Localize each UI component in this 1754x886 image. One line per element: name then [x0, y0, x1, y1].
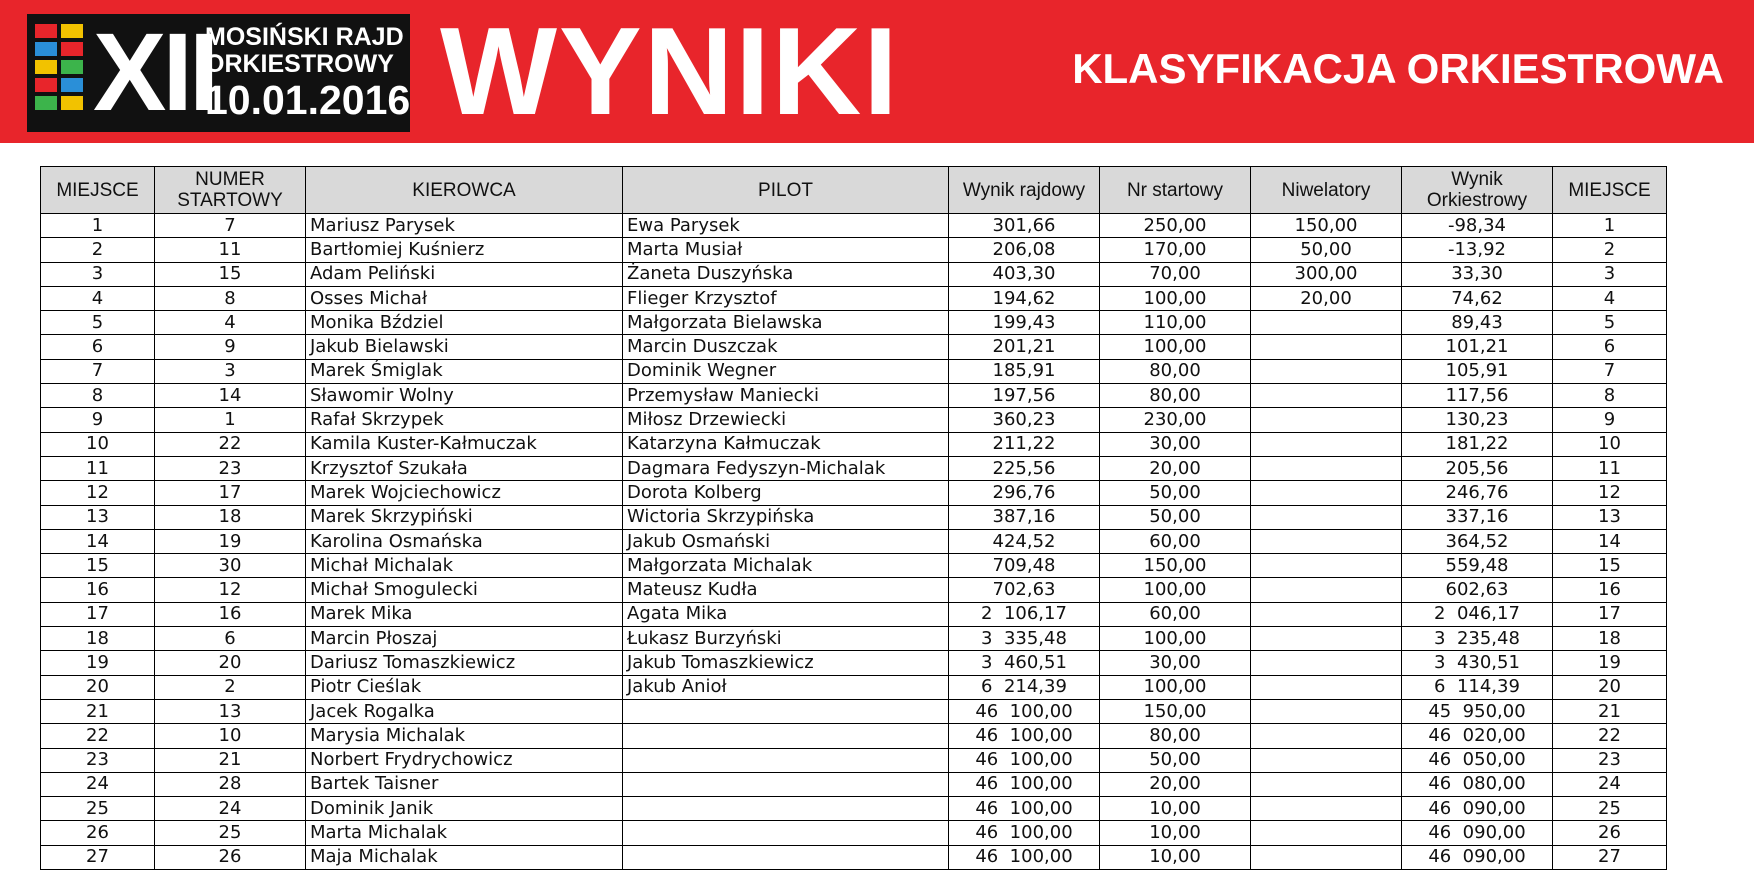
cell-miejsce-2: 16	[1553, 578, 1667, 602]
cell-niwelatory	[1251, 845, 1402, 869]
cell-niwelatory	[1251, 554, 1402, 578]
cell-niwelatory	[1251, 651, 1402, 675]
cell-pilot: Agata Mika	[623, 602, 949, 626]
cell-niwelatory	[1251, 408, 1402, 432]
cell-niwelatory	[1251, 821, 1402, 845]
cell-kierowca: Dariusz Tomaszkiewicz	[306, 651, 623, 675]
cell-pilot: Łukasz Burzyński	[623, 627, 949, 651]
cell-numer-startowy: 8	[155, 286, 306, 310]
col-header-miejsce-2: MIEJSCE	[1553, 167, 1667, 214]
cell-wynik-orkiestrowy: 46 080,00	[1402, 772, 1553, 796]
cell-wynik-rajdowy: 199,43	[949, 311, 1100, 335]
cell-miejsce-2: 9	[1553, 408, 1667, 432]
cell-wynik-orkiestrowy: 602,63	[1402, 578, 1553, 602]
logo-line-1: MOSIŃSKI RAJD	[205, 23, 404, 51]
cell-numer-startowy: 3	[155, 359, 306, 383]
cell-wynik-orkiestrowy: 181,22	[1402, 432, 1553, 456]
cell-niwelatory	[1251, 505, 1402, 529]
table-row	[41, 724, 1667, 748]
logo-line-2: ORKIESTROWY	[205, 50, 394, 78]
table-row	[41, 651, 1667, 675]
cell-wynik-rajdowy: 2 106,17	[949, 602, 1100, 626]
cell-miejsce: 21	[41, 699, 155, 723]
cell-nr-startowy: 100,00	[1100, 627, 1251, 651]
cell-wynik-rajdowy: 702,63	[949, 578, 1100, 602]
cell-nr-startowy: 50,00	[1100, 481, 1251, 505]
cell-numer-startowy: 22	[155, 432, 306, 456]
cell-wynik-rajdowy: 3 335,48	[949, 627, 1100, 651]
table-row	[41, 359, 1667, 383]
cell-miejsce: 6	[41, 335, 155, 359]
cell-numer-startowy: 26	[155, 845, 306, 869]
cell-wynik-rajdowy: 3 460,51	[949, 651, 1100, 675]
cell-wynik-orkiestrowy: 89,43	[1402, 311, 1553, 335]
cell-wynik-orkiestrowy: 130,23	[1402, 408, 1553, 432]
cell-kierowca: Marysia Michalak	[306, 724, 623, 748]
cell-pilot: Marta Musiał	[623, 238, 949, 262]
cell-niwelatory	[1251, 748, 1402, 772]
cell-wynik-orkiestrowy: 45 950,00	[1402, 699, 1553, 723]
cell-wynik-orkiestrowy: 3 430,51	[1402, 651, 1553, 675]
col-header-miejsce: MIEJSCE	[41, 167, 155, 214]
table-row	[41, 602, 1667, 626]
cell-kierowca: Piotr Cieślak	[306, 675, 623, 699]
cell-miejsce-2: 10	[1553, 432, 1667, 456]
cell-miejsce: 10	[41, 432, 155, 456]
cell-niwelatory: 300,00	[1251, 262, 1402, 286]
cell-nr-startowy: 150,00	[1100, 699, 1251, 723]
cell-pilot: Katarzyna Kałmuczak	[623, 432, 949, 456]
cell-miejsce-2: 22	[1553, 724, 1667, 748]
cell-wynik-rajdowy: 194,62	[949, 286, 1100, 310]
cell-numer-startowy: 7	[155, 214, 306, 238]
cell-pilot	[623, 821, 949, 845]
cell-wynik-orkiestrowy: 246,76	[1402, 481, 1553, 505]
cell-wynik-orkiestrowy: 364,52	[1402, 529, 1553, 553]
cell-numer-startowy: 2	[155, 675, 306, 699]
cell-niwelatory	[1251, 432, 1402, 456]
cell-niwelatory	[1251, 797, 1402, 821]
table-row	[41, 286, 1667, 310]
cell-wynik-orkiestrowy: 46 090,00	[1402, 845, 1553, 869]
cell-niwelatory	[1251, 481, 1402, 505]
cell-nr-startowy: 20,00	[1100, 456, 1251, 480]
cell-kierowca: Karolina Osmańska	[306, 529, 623, 553]
cell-pilot: Dorota Kolberg	[623, 481, 949, 505]
cell-kierowca: Michał Michalak	[306, 554, 623, 578]
cell-niwelatory	[1251, 335, 1402, 359]
cell-pilot: Dagmara Fedyszyn-Michalak	[623, 456, 949, 480]
cell-wynik-orkiestrowy: 46 050,00	[1402, 748, 1553, 772]
cell-miejsce: 13	[41, 505, 155, 529]
cell-miejsce-2: 23	[1553, 748, 1667, 772]
cell-numer-startowy: 24	[155, 797, 306, 821]
cell-niwelatory	[1251, 602, 1402, 626]
cell-pilot: Miłosz Drzewiecki	[623, 408, 949, 432]
cell-wynik-rajdowy: 185,91	[949, 359, 1100, 383]
cell-nr-startowy: 10,00	[1100, 797, 1251, 821]
cell-miejsce: 2	[41, 238, 155, 262]
table-row	[41, 845, 1667, 869]
cell-miejsce-2: 8	[1553, 384, 1667, 408]
cell-miejsce-2: 17	[1553, 602, 1667, 626]
cell-numer-startowy: 15	[155, 262, 306, 286]
cell-kierowca: Krzysztof Szukała	[306, 456, 623, 480]
cell-miejsce-2: 11	[1553, 456, 1667, 480]
table-row	[41, 214, 1667, 238]
cell-numer-startowy: 10	[155, 724, 306, 748]
cell-wynik-rajdowy: 387,16	[949, 505, 1100, 529]
cell-niwelatory: 150,00	[1251, 214, 1402, 238]
cell-nr-startowy: 10,00	[1100, 821, 1251, 845]
cell-niwelatory	[1251, 675, 1402, 699]
cell-numer-startowy: 1	[155, 408, 306, 432]
cell-wynik-rajdowy: 403,30	[949, 262, 1100, 286]
results-body	[41, 214, 1667, 870]
cell-pilot	[623, 845, 949, 869]
cell-numer-startowy: 19	[155, 529, 306, 553]
cell-kierowca: Jacek Rogalka	[306, 699, 623, 723]
cell-niwelatory	[1251, 456, 1402, 480]
cell-kierowca: Jakub Bielawski	[306, 335, 623, 359]
cell-miejsce-2: 19	[1553, 651, 1667, 675]
cell-miejsce-2: 1	[1553, 214, 1667, 238]
cell-kierowca: Maja Michalak	[306, 845, 623, 869]
table-row	[41, 432, 1667, 456]
cell-miejsce-2: 6	[1553, 335, 1667, 359]
cell-nr-startowy: 80,00	[1100, 359, 1251, 383]
cell-miejsce-2: 27	[1553, 845, 1667, 869]
table-row	[41, 797, 1667, 821]
cell-miejsce: 9	[41, 408, 155, 432]
cell-kierowca: Norbert Frydrychowicz	[306, 748, 623, 772]
cell-pilot: Małgorzata Michalak	[623, 554, 949, 578]
cell-miejsce: 15	[41, 554, 155, 578]
cell-nr-startowy: 100,00	[1100, 286, 1251, 310]
cell-kierowca: Marek Skrzypiński	[306, 505, 623, 529]
cell-pilot: Mateusz Kudła	[623, 578, 949, 602]
cell-numer-startowy: 28	[155, 772, 306, 796]
cell-wynik-orkiestrowy: 46 090,00	[1402, 797, 1553, 821]
cell-miejsce-2: 18	[1553, 627, 1667, 651]
cell-kierowca: Dominik Janik	[306, 797, 623, 821]
cell-pilot: Dominik Wegner	[623, 359, 949, 383]
cell-pilot: Przemysław Maniecki	[623, 384, 949, 408]
cell-nr-startowy: 10,00	[1100, 845, 1251, 869]
cell-miejsce-2: 13	[1553, 505, 1667, 529]
cell-pilot: Flieger Krzysztof	[623, 286, 949, 310]
cell-numer-startowy: 30	[155, 554, 306, 578]
table-row	[41, 627, 1667, 651]
cell-wynik-rajdowy: 211,22	[949, 432, 1100, 456]
cell-wynik-orkiestrowy: 105,91	[1402, 359, 1553, 383]
cell-pilot	[623, 772, 949, 796]
cell-niwelatory: 50,00	[1251, 238, 1402, 262]
cell-niwelatory	[1251, 699, 1402, 723]
cell-nr-startowy: 80,00	[1100, 384, 1251, 408]
cell-miejsce-2: 7	[1553, 359, 1667, 383]
cell-numer-startowy: 23	[155, 456, 306, 480]
col-header-wynik-orkiestrowy: Wynik Orkiestrowy	[1402, 167, 1553, 214]
cell-miejsce: 8	[41, 384, 155, 408]
cell-miejsce: 1	[41, 214, 155, 238]
cell-wynik-rajdowy: 46 100,00	[949, 748, 1100, 772]
cell-pilot	[623, 724, 949, 748]
cell-pilot	[623, 748, 949, 772]
cell-miejsce-2: 2	[1553, 238, 1667, 262]
cell-kierowca: Marek Wojciechowicz	[306, 481, 623, 505]
cell-nr-startowy: 30,00	[1100, 432, 1251, 456]
cell-wynik-orkiestrowy: 6 114,39	[1402, 675, 1553, 699]
cell-wynik-rajdowy: 46 100,00	[949, 699, 1100, 723]
cell-niwelatory	[1251, 311, 1402, 335]
cell-numer-startowy: 14	[155, 384, 306, 408]
cell-miejsce: 22	[41, 724, 155, 748]
cell-nr-startowy: 100,00	[1100, 335, 1251, 359]
cell-nr-startowy: 30,00	[1100, 651, 1251, 675]
cell-niwelatory	[1251, 578, 1402, 602]
cell-niwelatory	[1251, 627, 1402, 651]
cell-miejsce-2: 24	[1553, 772, 1667, 796]
cell-wynik-rajdowy: 6 214,39	[949, 675, 1100, 699]
cell-miejsce-2: 15	[1553, 554, 1667, 578]
table-row	[41, 772, 1667, 796]
cell-kierowca: Bartłomiej Kuśnierz	[306, 238, 623, 262]
cell-numer-startowy: 13	[155, 699, 306, 723]
cell-numer-startowy: 21	[155, 748, 306, 772]
cell-wynik-orkiestrowy: 33,30	[1402, 262, 1553, 286]
table-row	[41, 311, 1667, 335]
cell-numer-startowy: 20	[155, 651, 306, 675]
table-row	[41, 384, 1667, 408]
cell-wynik-orkiestrowy: 74,62	[1402, 286, 1553, 310]
cell-wynik-rajdowy: 301,66	[949, 214, 1100, 238]
table-row	[41, 529, 1667, 553]
cell-wynik-orkiestrowy: 46 020,00	[1402, 724, 1553, 748]
cell-nr-startowy: 60,00	[1100, 602, 1251, 626]
cell-wynik-rajdowy: 46 100,00	[949, 724, 1100, 748]
cell-wynik-rajdowy: 46 100,00	[949, 821, 1100, 845]
cell-pilot: Jakub Anioł	[623, 675, 949, 699]
cell-miejsce: 3	[41, 262, 155, 286]
col-header-numer-startowy: NUMER STARTOWY	[155, 167, 306, 214]
cell-wynik-orkiestrowy: 3 235,48	[1402, 627, 1553, 651]
cell-nr-startowy: 50,00	[1100, 748, 1251, 772]
table-row	[41, 262, 1667, 286]
cell-numer-startowy: 25	[155, 821, 306, 845]
cell-nr-startowy: 70,00	[1100, 262, 1251, 286]
logo-numeral: XII	[93, 11, 216, 134]
cell-pilot: Małgorzata Bielawska	[623, 311, 949, 335]
table-row	[41, 408, 1667, 432]
cell-niwelatory	[1251, 772, 1402, 796]
logo-date: 10.01.2016	[205, 77, 411, 123]
cell-miejsce: 7	[41, 359, 155, 383]
cell-miejsce-2: 26	[1553, 821, 1667, 845]
cell-pilot	[623, 699, 949, 723]
cell-miejsce-2: 25	[1553, 797, 1667, 821]
cell-miejsce-2: 12	[1553, 481, 1667, 505]
cell-wynik-rajdowy: 46 100,00	[949, 797, 1100, 821]
cell-kierowca: Rafał Skrzypek	[306, 408, 623, 432]
cell-nr-startowy: 60,00	[1100, 529, 1251, 553]
cell-miejsce: 14	[41, 529, 155, 553]
cell-kierowca: Monika Bździel	[306, 311, 623, 335]
cell-pilot: Jakub Osmański	[623, 529, 949, 553]
cell-wynik-rajdowy: 296,76	[949, 481, 1100, 505]
cell-nr-startowy: 110,00	[1100, 311, 1251, 335]
cell-kierowca: Marta Michalak	[306, 821, 623, 845]
table-row	[41, 675, 1667, 699]
cell-kierowca: Bartek Taisner	[306, 772, 623, 796]
col-header-kierowca: KIEROWCA	[306, 167, 623, 214]
cell-miejsce-2: 5	[1553, 311, 1667, 335]
logo-text	[205, 24, 410, 122]
cell-miejsce: 24	[41, 772, 155, 796]
col-header-wynik-rajdowy: Wynik rajdowy	[949, 167, 1100, 214]
header-banner	[0, 0, 1754, 143]
cell-niwelatory	[1251, 529, 1402, 553]
cell-miejsce: 12	[41, 481, 155, 505]
table-row	[41, 821, 1667, 845]
cell-kierowca: Michał Smogulecki	[306, 578, 623, 602]
cell-nr-startowy: 50,00	[1100, 505, 1251, 529]
cell-numer-startowy: 11	[155, 238, 306, 262]
page-title: WYNIKI	[440, 3, 900, 141]
cell-kierowca: Kamila Kuster-Kałmuczak	[306, 432, 623, 456]
cell-kierowca: Marcin Płoszaj	[306, 627, 623, 651]
col-header-nr-startowy: Nr startowy	[1100, 167, 1251, 214]
table-row	[41, 238, 1667, 262]
table-row	[41, 505, 1667, 529]
cell-kierowca: Marek Mika	[306, 602, 623, 626]
cell-kierowca: Marek Śmiglak	[306, 359, 623, 383]
cell-miejsce-2: 14	[1553, 529, 1667, 553]
cell-kierowca: Osses Michał	[306, 286, 623, 310]
cell-pilot	[623, 797, 949, 821]
cell-nr-startowy: 150,00	[1100, 554, 1251, 578]
cell-wynik-orkiestrowy: 46 090,00	[1402, 821, 1553, 845]
cell-miejsce-2: 20	[1553, 675, 1667, 699]
cell-pilot: Marcin Duszczak	[623, 335, 949, 359]
cell-miejsce: 19	[41, 651, 155, 675]
cell-miejsce: 23	[41, 748, 155, 772]
cell-miejsce: 4	[41, 286, 155, 310]
col-header-niwelatory: Niwelatory	[1251, 167, 1402, 214]
cell-kierowca: Mariusz Parysek	[306, 214, 623, 238]
cell-wynik-orkiestrowy: 2 046,17	[1402, 602, 1553, 626]
table-header-row	[41, 167, 1667, 214]
cell-kierowca: Sławomir Wolny	[306, 384, 623, 408]
cell-niwelatory	[1251, 384, 1402, 408]
cell-nr-startowy: 80,00	[1100, 724, 1251, 748]
col-header-pilot: PILOT	[623, 167, 949, 214]
table-row	[41, 699, 1667, 723]
cell-miejsce: 16	[41, 578, 155, 602]
cell-numer-startowy: 4	[155, 311, 306, 335]
cell-wynik-rajdowy: 206,08	[949, 238, 1100, 262]
table-row	[41, 335, 1667, 359]
cell-numer-startowy: 18	[155, 505, 306, 529]
cell-numer-startowy: 17	[155, 481, 306, 505]
cell-wynik-rajdowy: 197,56	[949, 384, 1100, 408]
cell-nr-startowy: 20,00	[1100, 772, 1251, 796]
cell-miejsce-2: 3	[1553, 262, 1667, 286]
cell-pilot: Żaneta Duszyńska	[623, 262, 949, 286]
table-row	[41, 578, 1667, 602]
cell-miejsce: 5	[41, 311, 155, 335]
cell-wynik-rajdowy: 46 100,00	[949, 772, 1100, 796]
table-row	[41, 481, 1667, 505]
cell-nr-startowy: 230,00	[1100, 408, 1251, 432]
cell-niwelatory: 20,00	[1251, 286, 1402, 310]
cell-wynik-rajdowy: 709,48	[949, 554, 1100, 578]
cell-numer-startowy: 12	[155, 578, 306, 602]
cell-kierowca: Adam Peliński	[306, 262, 623, 286]
cell-wynik-orkiestrowy: 117,56	[1402, 384, 1553, 408]
cell-miejsce: 27	[41, 845, 155, 869]
cell-wynik-rajdowy: 201,21	[949, 335, 1100, 359]
cell-wynik-rajdowy: 424,52	[949, 529, 1100, 553]
cell-miejsce: 18	[41, 627, 155, 651]
cell-numer-startowy: 9	[155, 335, 306, 359]
cell-pilot: Wictoria Skrzypińska	[623, 505, 949, 529]
cell-wynik-rajdowy: 360,23	[949, 408, 1100, 432]
cell-wynik-orkiestrowy: 337,16	[1402, 505, 1553, 529]
cell-pilot: Ewa Parysek	[623, 214, 949, 238]
cell-niwelatory	[1251, 724, 1402, 748]
cell-wynik-orkiestrowy: 559,48	[1402, 554, 1553, 578]
cell-nr-startowy: 250,00	[1100, 214, 1251, 238]
cell-numer-startowy: 6	[155, 627, 306, 651]
cell-niwelatory	[1251, 359, 1402, 383]
results-table	[40, 166, 1667, 870]
cell-miejsce-2: 21	[1553, 699, 1667, 723]
page-subtitle: KLASYFIKACJA ORKIESTROWA	[1072, 45, 1724, 92]
cell-wynik-rajdowy: 225,56	[949, 456, 1100, 480]
table-row	[41, 554, 1667, 578]
wosp-24-final-logo-icon	[35, 24, 87, 122]
cell-wynik-rajdowy: 46 100,00	[949, 845, 1100, 869]
cell-nr-startowy: 170,00	[1100, 238, 1251, 262]
table-row	[41, 748, 1667, 772]
cell-miejsce: 25	[41, 797, 155, 821]
cell-wynik-orkiestrowy: -98,34	[1402, 214, 1553, 238]
cell-wynik-orkiestrowy: -13,92	[1402, 238, 1553, 262]
cell-nr-startowy: 100,00	[1100, 675, 1251, 699]
table-row	[41, 456, 1667, 480]
cell-miejsce: 17	[41, 602, 155, 626]
cell-miejsce-2: 4	[1553, 286, 1667, 310]
cell-pilot: Jakub Tomaszkiewicz	[623, 651, 949, 675]
rally-logo	[27, 11, 411, 134]
cell-wynik-orkiestrowy: 205,56	[1402, 456, 1553, 480]
cell-numer-startowy: 16	[155, 602, 306, 626]
cell-miejsce: 20	[41, 675, 155, 699]
cell-miejsce: 26	[41, 821, 155, 845]
cell-nr-startowy: 100,00	[1100, 578, 1251, 602]
cell-miejsce: 11	[41, 456, 155, 480]
cell-wynik-orkiestrowy: 101,21	[1402, 335, 1553, 359]
